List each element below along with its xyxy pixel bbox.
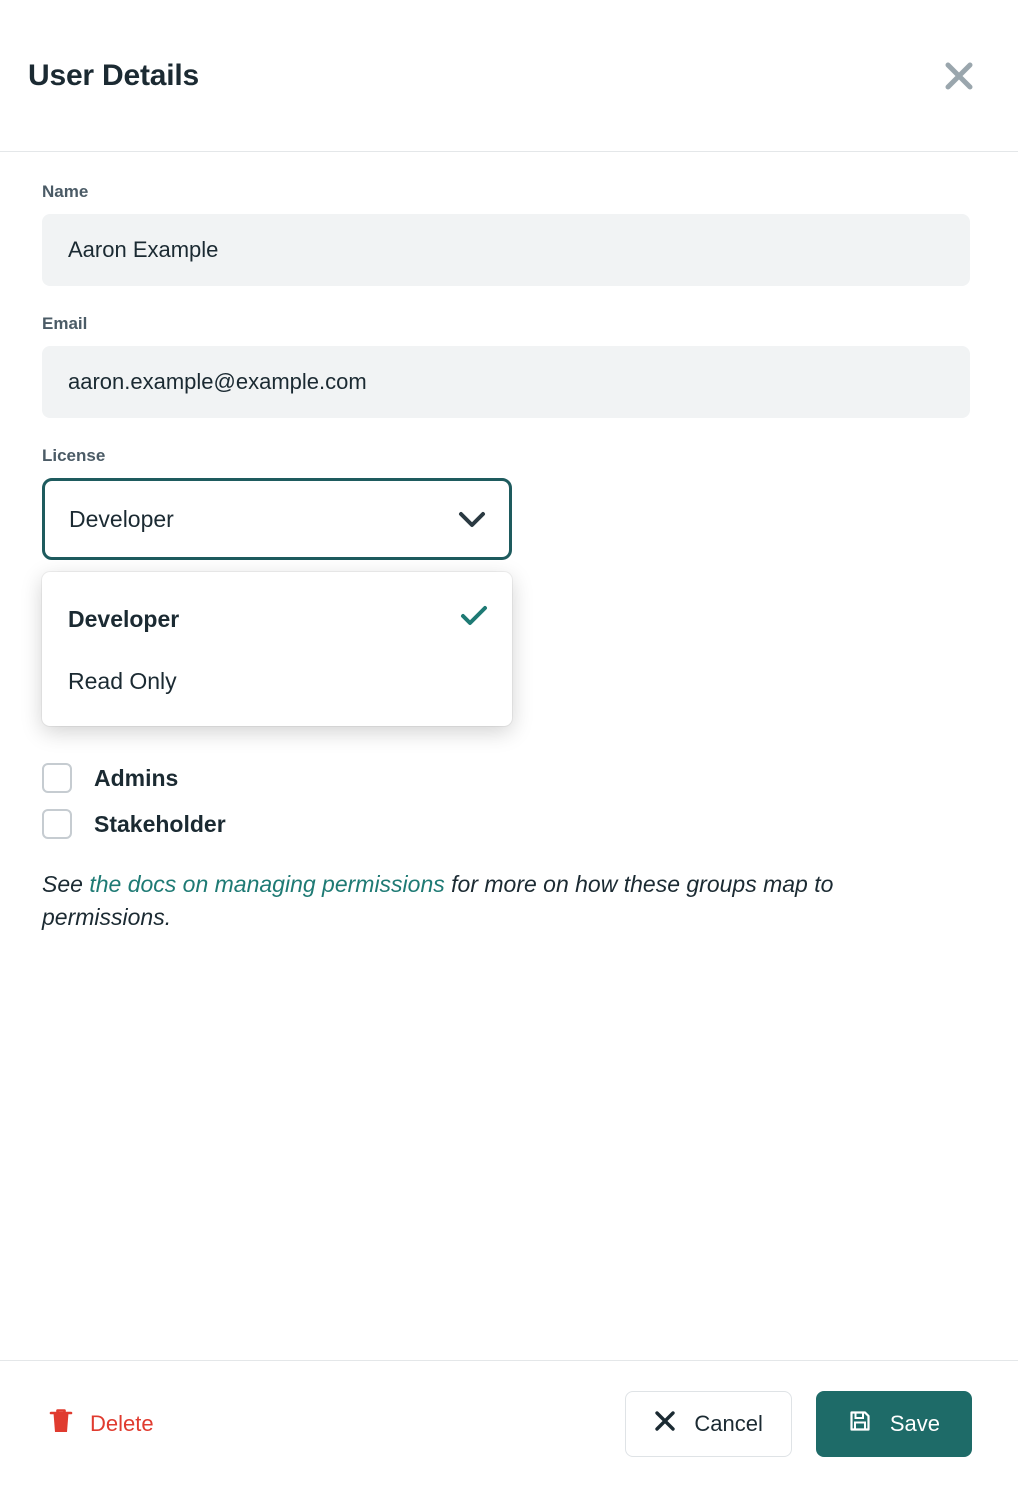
permissions-docs-link[interactable]: the docs on managing permissions bbox=[89, 871, 445, 897]
license-option-read-only[interactable] bbox=[42, 650, 512, 712]
name-input[interactable] bbox=[42, 214, 970, 286]
cancel-button[interactable] bbox=[625, 1391, 791, 1457]
save-label: Save bbox=[889, 1410, 940, 1436]
license-option-label: Developer bbox=[68, 605, 180, 632]
stakeholder-checkbox[interactable] bbox=[42, 809, 72, 839]
page-title: User Details bbox=[28, 58, 200, 92]
chevron-down-icon bbox=[457, 509, 487, 529]
admins-checkbox[interactable] bbox=[42, 763, 72, 793]
footer-actions bbox=[625, 1391, 972, 1457]
stakeholder-label: Stakeholder bbox=[94, 810, 226, 837]
delete-button[interactable] bbox=[42, 1397, 160, 1451]
email-label: Email bbox=[42, 314, 88, 333]
dialog-header bbox=[0, 0, 1018, 152]
cancel-label: Cancel bbox=[694, 1410, 763, 1436]
license-field-group bbox=[42, 446, 976, 694]
group-row-admins[interactable] bbox=[42, 756, 976, 800]
dialog-body bbox=[0, 152, 1018, 1360]
name-field-group bbox=[42, 182, 976, 286]
hint-text-before: See bbox=[42, 871, 90, 897]
name-label: Name bbox=[42, 182, 89, 201]
close-icon bbox=[942, 59, 976, 93]
group-row-stakeholder[interactable] bbox=[42, 802, 976, 846]
check-icon bbox=[460, 605, 488, 633]
save-disk-icon bbox=[848, 1409, 872, 1439]
hint-text-after: for more on how these groups map to permissions. bbox=[42, 871, 834, 930]
trash-icon bbox=[48, 1407, 74, 1441]
close-button[interactable] bbox=[940, 57, 978, 95]
admins-label: Admins bbox=[94, 764, 179, 791]
save-button[interactable] bbox=[816, 1391, 972, 1457]
permissions-hint bbox=[42, 868, 962, 933]
dialog-footer bbox=[0, 1360, 1018, 1486]
license-select-wrap bbox=[42, 478, 512, 694]
license-option-developer[interactable] bbox=[42, 588, 512, 650]
email-input[interactable] bbox=[42, 346, 970, 418]
x-icon bbox=[654, 1410, 676, 1438]
license-select[interactable] bbox=[42, 478, 512, 560]
groups-section bbox=[42, 756, 976, 933]
license-selected-value: Developer bbox=[69, 505, 174, 532]
license-option-label: Read Only bbox=[68, 667, 177, 694]
license-dropdown bbox=[42, 572, 512, 726]
delete-label: Delete bbox=[90, 1410, 154, 1436]
email-field-group bbox=[42, 314, 976, 418]
license-label: License bbox=[42, 446, 106, 465]
